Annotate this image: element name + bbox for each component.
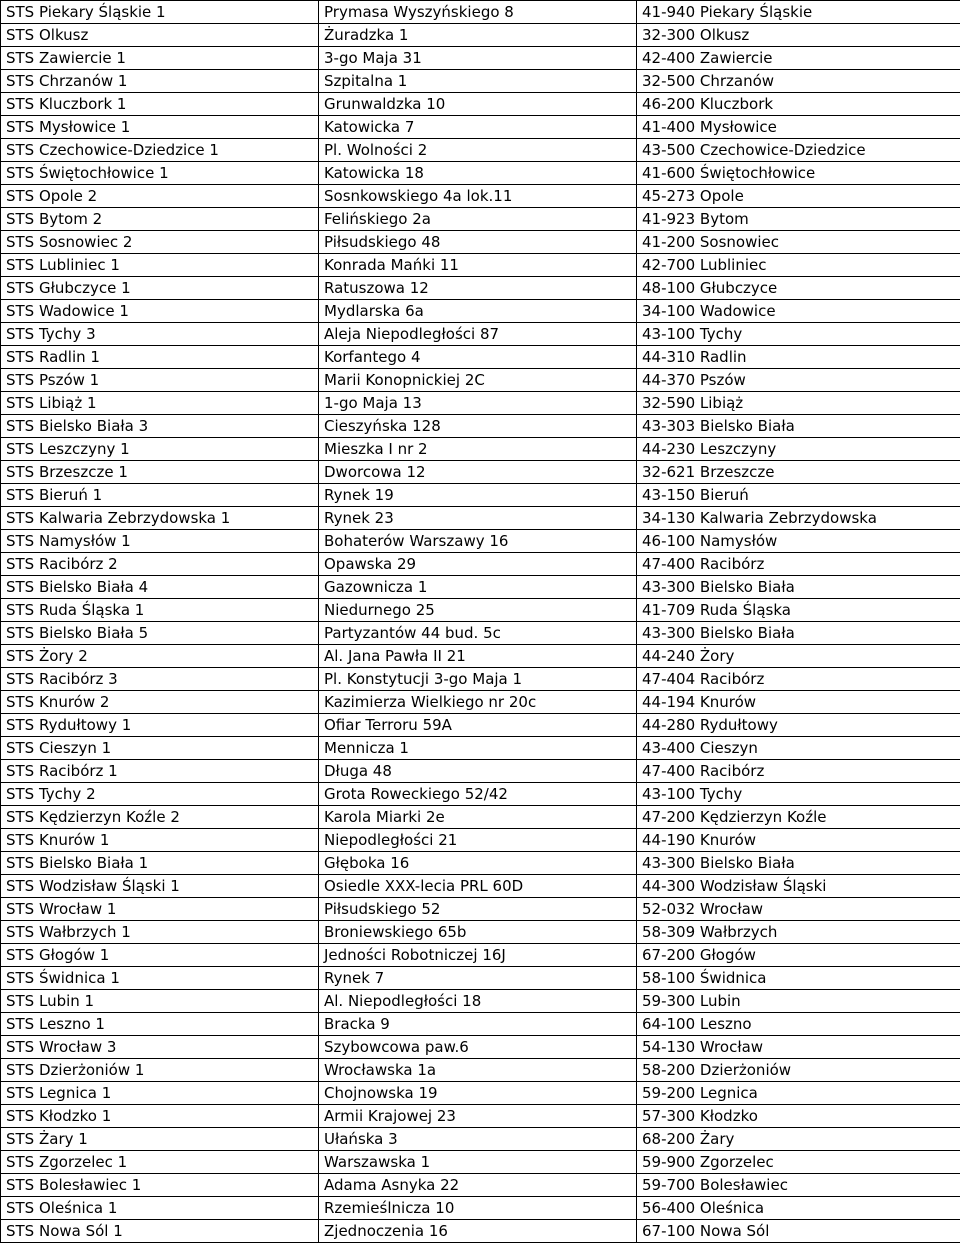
postal-city-cell: 44-300 Wodzisław Śląski [637,875,960,898]
street-address-cell: Armii Krajowej 23 [319,1105,637,1128]
branch-name-cell: STS Piekary Śląskie 1 [1,1,319,24]
postal-city-cell: 47-404 Racibórz [637,668,960,691]
branch-name-cell: STS Racibórz 2 [1,553,319,576]
table-row [1,1059,960,1082]
street-address-cell: 1-go Maja 13 [319,392,637,415]
table-row [1,622,960,645]
table-row [1,461,960,484]
table-row [1,645,960,668]
table-row [1,1105,960,1128]
postal-city-cell: 47-400 Racibórz [637,760,960,783]
street-address-cell: Ułańska 3 [319,1128,637,1151]
street-address-cell: Katowicka 18 [319,162,637,185]
branch-name-cell: STS Lubin 1 [1,990,319,1013]
table-row [1,530,960,553]
street-address-cell: Piłsudskiego 52 [319,898,637,921]
street-address-cell: Prymasa Wyszyńskiego 8 [319,1,637,24]
postal-city-cell: 46-100 Namysłów [637,530,960,553]
street-address-cell: Pl. Konstytucji 3-go Maja 1 [319,668,637,691]
postal-city-cell: 47-200 Kędzierzyn Koźle [637,806,960,829]
table-row [1,1128,960,1151]
street-address-cell: Osiedle XXX-lecia PRL 60D [319,875,637,898]
branch-name-cell: STS Bolesławiec 1 [1,1174,319,1197]
street-address-cell: Piłsudskiego 48 [319,231,637,254]
postal-city-cell: 43-500 Czechowice-Dziedzice [637,139,960,162]
street-address-cell: Dworcowa 12 [319,461,637,484]
street-address-cell: Żuradzka 1 [319,24,637,47]
table-row [1,415,960,438]
street-address-cell: Rynek 19 [319,484,637,507]
street-address-cell: Mieszka I nr 2 [319,438,637,461]
postal-city-cell: 57-300 Kłodzko [637,1105,960,1128]
street-address-cell: Jedności Robotniczej 16J [319,944,637,967]
street-address-cell: Szybowcowa paw.6 [319,1036,637,1059]
street-address-cell: Rynek 23 [319,507,637,530]
table-row [1,70,960,93]
street-address-cell: Korfantego 4 [319,346,637,369]
street-address-cell: Głęboka 16 [319,852,637,875]
table-row [1,162,960,185]
branch-name-cell: STS Wrocław 3 [1,1036,319,1059]
street-address-cell: Rynek 7 [319,967,637,990]
branch-name-cell: STS Zgorzelec 1 [1,1151,319,1174]
table-row [1,783,960,806]
street-address-cell: Bracka 9 [319,1013,637,1036]
branch-name-cell: STS Żory 2 [1,645,319,668]
postal-city-cell: 45-273 Opole [637,185,960,208]
table-row [1,116,960,139]
table-row [1,507,960,530]
postal-city-cell: 48-100 Głubczyce [637,277,960,300]
branch-name-cell: STS Kalwaria Zebrzydowska 1 [1,507,319,530]
postal-city-cell: 42-400 Zawiercie [637,47,960,70]
branch-name-cell: STS Świętochłowice 1 [1,162,319,185]
postal-city-cell: 44-280 Rydułtowy [637,714,960,737]
table-row [1,990,960,1013]
table-row [1,1197,960,1220]
branch-name-cell: STS Racibórz 1 [1,760,319,783]
postal-city-cell: 52-032 Wrocław [637,898,960,921]
table-row [1,921,960,944]
table-row [1,1036,960,1059]
postal-city-cell: 34-130 Kalwaria Zebrzydowska [637,507,960,530]
table-row [1,139,960,162]
postal-city-cell: 59-200 Legnica [637,1082,960,1105]
branch-name-cell: STS Pszów 1 [1,369,319,392]
table-row [1,323,960,346]
table-row [1,185,960,208]
street-address-cell: Opawska 29 [319,553,637,576]
street-address-cell: Sosnkowskiego 4a lok.11 [319,185,637,208]
postal-city-cell: 43-100 Tychy [637,783,960,806]
branch-name-cell: STS Ruda Śląska 1 [1,599,319,622]
postal-city-cell: 56-400 Oleśnica [637,1197,960,1220]
branch-name-cell: STS Bielsko Biała 5 [1,622,319,645]
table-row [1,484,960,507]
table-row [1,254,960,277]
table-row [1,277,960,300]
branch-name-cell: STS Zawiercie 1 [1,47,319,70]
branch-name-cell: STS Głogów 1 [1,944,319,967]
street-address-cell: Adama Asnyka 22 [319,1174,637,1197]
table-row [1,553,960,576]
table-row [1,599,960,622]
branch-name-cell: STS Bielsko Biała 1 [1,852,319,875]
table-row [1,806,960,829]
street-address-cell: Bohaterów Warszawy 16 [319,530,637,553]
branch-name-cell: STS Leszczyny 1 [1,438,319,461]
branch-name-cell: STS Knurów 1 [1,829,319,852]
table-row [1,346,960,369]
table-row [1,829,960,852]
street-address-cell: Karola Miarki 2e [319,806,637,829]
postal-city-cell: 41-200 Sosnowiec [637,231,960,254]
branch-name-cell: STS Żary 1 [1,1128,319,1151]
table-row [1,438,960,461]
street-address-cell: Al. Niepodległości 18 [319,990,637,1013]
postal-city-cell: 64-100 Leszno [637,1013,960,1036]
branch-name-cell: STS Cieszyn 1 [1,737,319,760]
branch-name-cell: STS Racibórz 3 [1,668,319,691]
postal-city-cell: 43-300 Bielsko Biała [637,852,960,875]
table-row [1,944,960,967]
postal-city-cell: 58-100 Świdnica [637,967,960,990]
street-address-cell: Ratuszowa 12 [319,277,637,300]
branch-name-cell: STS Wadowice 1 [1,300,319,323]
branch-name-cell: STS Kędzierzyn Koźle 2 [1,806,319,829]
street-address-cell: Szpitalna 1 [319,70,637,93]
branch-name-cell: STS Czechowice-Dziedzice 1 [1,139,319,162]
postal-city-cell: 43-303 Bielsko Biała [637,415,960,438]
branch-name-cell: STS Świdnica 1 [1,967,319,990]
postal-city-cell: 44-370 Pszów [637,369,960,392]
street-address-cell: Mennicza 1 [319,737,637,760]
postal-city-cell: 58-309 Wałbrzych [637,921,960,944]
postal-city-cell: 43-300 Bielsko Biała [637,622,960,645]
branch-name-cell: STS Rydułtowy 1 [1,714,319,737]
postal-city-cell: 59-300 Lubin [637,990,960,1013]
branch-name-cell: STS Bielsko Biała 3 [1,415,319,438]
table-row [1,967,960,990]
locations-table-body [1,1,960,1243]
street-address-cell: Partyzantów 44 bud. 5c [319,622,637,645]
table-row [1,760,960,783]
table-row [1,208,960,231]
branch-name-cell: STS Tychy 2 [1,783,319,806]
postal-city-cell: 54-130 Wrocław [637,1036,960,1059]
postal-city-cell: 43-100 Tychy [637,323,960,346]
branch-name-cell: STS Sosnowiec 2 [1,231,319,254]
table-row [1,875,960,898]
street-address-cell: Ofiar Terroru 59A [319,714,637,737]
street-address-cell: Niedurnego 25 [319,599,637,622]
postal-city-cell: 46-200 Kluczbork [637,93,960,116]
branch-name-cell: STS Wodzisław Śląski 1 [1,875,319,898]
street-address-cell: 3-go Maja 31 [319,47,637,70]
branch-name-cell: STS Tychy 3 [1,323,319,346]
branch-name-cell: STS Leszno 1 [1,1013,319,1036]
street-address-cell: Kazimierza Wielkiego nr 20c [319,691,637,714]
table-row [1,24,960,47]
postal-city-cell: 58-200 Dzierżoniów [637,1059,960,1082]
street-address-cell: Broniewskiego 65b [319,921,637,944]
postal-city-cell: 41-923 Bytom [637,208,960,231]
branch-name-cell: STS Bielsko Biała 4 [1,576,319,599]
street-address-cell: Konrada Mańki 11 [319,254,637,277]
table-row [1,1013,960,1036]
branch-name-cell: STS Radlin 1 [1,346,319,369]
branch-name-cell: STS Namysłów 1 [1,530,319,553]
postal-city-cell: 59-700 Bolesławiec [637,1174,960,1197]
branch-name-cell: STS Głubczyce 1 [1,277,319,300]
street-address-cell: Długa 48 [319,760,637,783]
table-row [1,668,960,691]
postal-city-cell: 68-200 Żary [637,1128,960,1151]
branch-name-cell: STS Chrzanów 1 [1,70,319,93]
postal-city-cell: 47-400 Racibórz [637,553,960,576]
table-row [1,852,960,875]
postal-city-cell: 41-400 Mysłowice [637,116,960,139]
branch-name-cell: STS Opole 2 [1,185,319,208]
table-row [1,691,960,714]
branch-name-cell: STS Mysłowice 1 [1,116,319,139]
branch-name-cell: STS Nowa Sól 1 [1,1220,319,1243]
branch-name-cell: STS Libiąż 1 [1,392,319,415]
street-address-cell: Cieszyńska 128 [319,415,637,438]
branch-name-cell: STS Lubliniec 1 [1,254,319,277]
branch-name-cell: STS Knurów 2 [1,691,319,714]
street-address-cell: Grota Roweckiego 52/42 [319,783,637,806]
postal-city-cell: 44-310 Radlin [637,346,960,369]
table-row [1,737,960,760]
table-row [1,1082,960,1105]
street-address-cell: Aleja Niepodległości 87 [319,323,637,346]
postal-city-cell: 67-100 Nowa Sól [637,1220,960,1243]
street-address-cell: Niepodległości 21 [319,829,637,852]
branch-name-cell: STS Kłodzko 1 [1,1105,319,1128]
branch-name-cell: STS Oleśnica 1 [1,1197,319,1220]
branch-name-cell: STS Wrocław 1 [1,898,319,921]
street-address-cell: Rzemieślnicza 10 [319,1197,637,1220]
table-row [1,576,960,599]
postal-city-cell: 44-230 Leszczyny [637,438,960,461]
street-address-cell: Marii Konopnickiej 2C [319,369,637,392]
table-row [1,1,960,24]
table-row [1,1174,960,1197]
branch-name-cell: STS Bieruń 1 [1,484,319,507]
table-row [1,93,960,116]
branch-name-cell: STS Wałbrzych 1 [1,921,319,944]
postal-city-cell: 43-300 Bielsko Biała [637,576,960,599]
branch-name-cell: STS Dzierżoniów 1 [1,1059,319,1082]
postal-city-cell: 34-100 Wadowice [637,300,960,323]
street-address-cell: Chojnowska 19 [319,1082,637,1105]
branch-name-cell: STS Kluczbork 1 [1,93,319,116]
table-row [1,47,960,70]
street-address-cell: Warszawska 1 [319,1151,637,1174]
postal-city-cell: 32-590 Libiąż [637,392,960,415]
postal-city-cell: 32-300 Olkusz [637,24,960,47]
table-row [1,369,960,392]
street-address-cell: Wrocławska 1a [319,1059,637,1082]
table-row [1,300,960,323]
street-address-cell: Al. Jana Pawła II 21 [319,645,637,668]
postal-city-cell: 44-240 Żory [637,645,960,668]
postal-city-cell: 41-600 Świętochłowice [637,162,960,185]
postal-city-cell: 67-200 Głogów [637,944,960,967]
postal-city-cell: 44-190 Knurów [637,829,960,852]
postal-city-cell: 59-900 Zgorzelec [637,1151,960,1174]
postal-city-cell: 43-150 Bieruń [637,484,960,507]
postal-city-cell: 42-700 Lubliniec [637,254,960,277]
postal-city-cell: 41-940 Piekary Śląskie [637,1,960,24]
table-row [1,714,960,737]
postal-city-cell: 41-709 Ruda Śląska [637,599,960,622]
postal-city-cell: 32-621 Brzeszcze [637,461,960,484]
street-address-cell: Pl. Wolności 2 [319,139,637,162]
table-row [1,231,960,254]
street-address-cell: Gazownicza 1 [319,576,637,599]
postal-city-cell: 32-500 Chrzanów [637,70,960,93]
table-row [1,1151,960,1174]
branch-name-cell: STS Legnica 1 [1,1082,319,1105]
table-row [1,898,960,921]
street-address-cell: Grunwaldzka 10 [319,93,637,116]
branch-name-cell: STS Olkusz [1,24,319,47]
postal-city-cell: 44-194 Knurów [637,691,960,714]
table-row [1,392,960,415]
postal-city-cell: 43-400 Cieszyn [637,737,960,760]
street-address-cell: Mydlarska 6a [319,300,637,323]
street-address-cell: Zjednoczenia 16 [319,1220,637,1243]
street-address-cell: Katowicka 7 [319,116,637,139]
branch-name-cell: STS Brzeszcze 1 [1,461,319,484]
table-row [1,1220,960,1243]
street-address-cell: Felińskiego 2a [319,208,637,231]
branch-name-cell: STS Bytom 2 [1,208,319,231]
